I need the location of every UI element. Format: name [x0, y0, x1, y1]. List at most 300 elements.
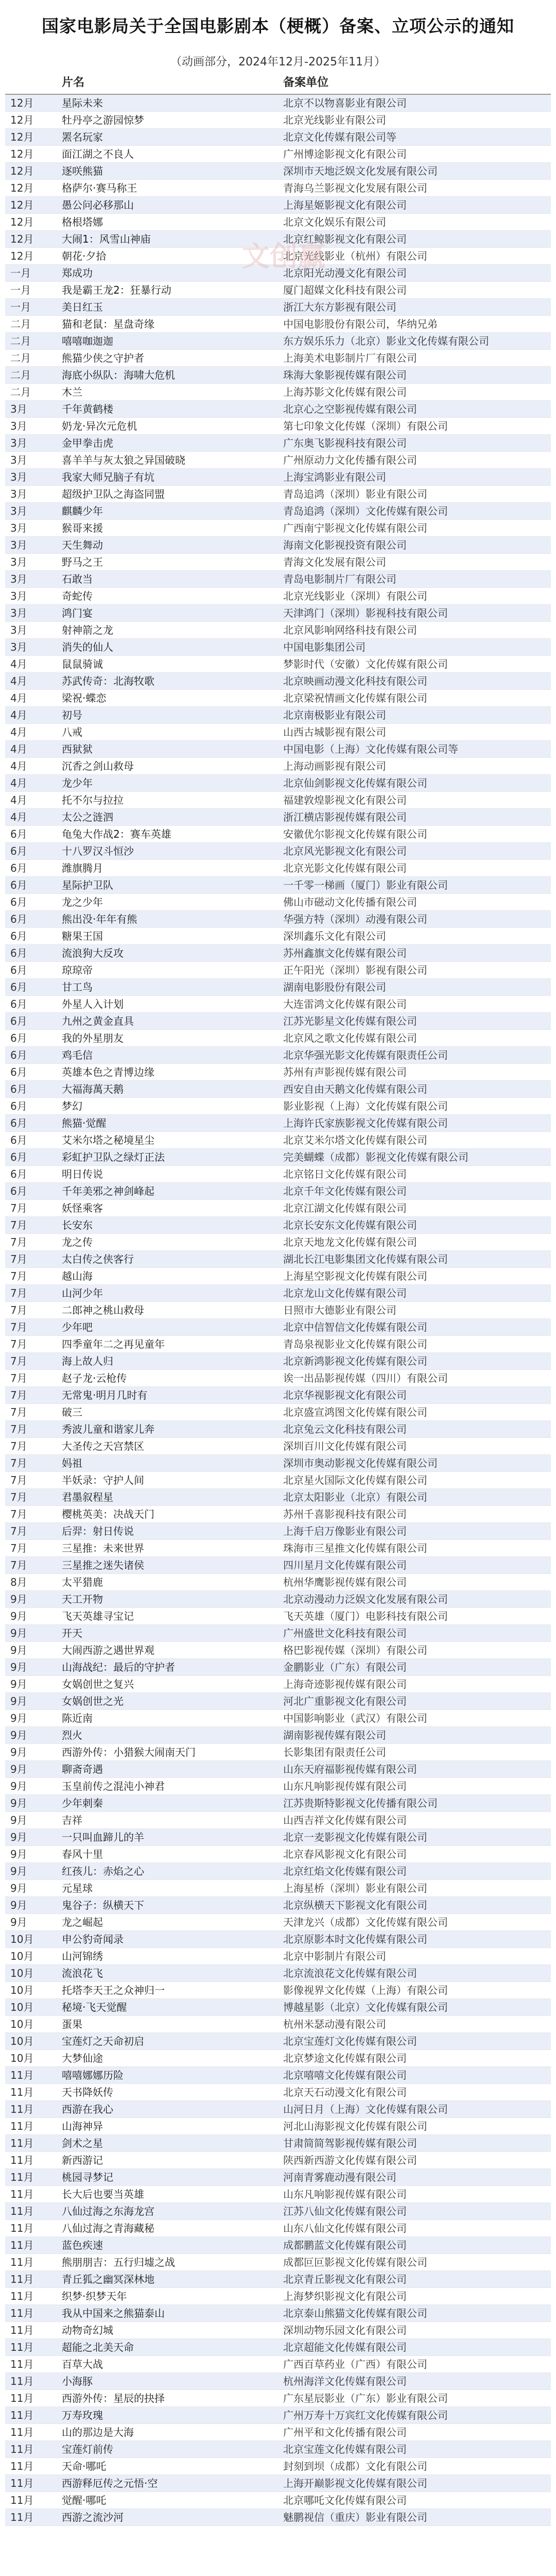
row-month: 6月	[5, 1030, 57, 1047]
table-row	[5, 2016, 551, 2033]
row-title: 少年刺秦	[57, 1795, 278, 1812]
row-month: 6月	[5, 1064, 57, 1081]
row-month: 3月	[5, 622, 57, 639]
table-row	[5, 2356, 551, 2373]
table-row	[5, 809, 551, 826]
row-unit: 北京太阳影业（北京）有限公司	[278, 1489, 551, 1506]
table-row	[5, 197, 551, 214]
row-unit: 浙江大东方影视有限公司	[278, 299, 551, 316]
row-title: 二郎神之桃山救母	[57, 1302, 278, 1319]
row-month: 3月	[5, 554, 57, 571]
table-row	[5, 877, 551, 894]
row-title: 金甲拳击虎	[57, 435, 278, 452]
row-unit: 安徽优尔影视文化传媒有限公司	[278, 826, 551, 843]
row-month: 4月	[5, 690, 57, 707]
row-title: 宝莲灯之天命初启	[57, 2033, 278, 2050]
row-title: 蓝色疾速	[57, 2237, 278, 2254]
row-month: 7月	[5, 1523, 57, 1540]
table-row	[5, 1285, 551, 1302]
table-row	[5, 690, 551, 707]
table-row	[5, 333, 551, 350]
table-row	[5, 163, 551, 180]
row-unit: 北京梁祝情画文化传媒有限公司	[278, 690, 551, 707]
row-title: 一只叫血蹄儿的羊	[57, 1829, 278, 1846]
row-month: 11月	[5, 2441, 57, 2458]
row-month: 11月	[5, 2135, 57, 2152]
row-unit: 山西吉祥文化传媒有限公司	[278, 1812, 551, 1829]
row-title: 朝花·夕拾	[57, 248, 278, 265]
row-title: 熊猫少侠之守护者	[57, 350, 278, 367]
row-title: 大闹1：风雪山神庙	[57, 231, 278, 248]
row-month: 4月	[5, 775, 57, 792]
row-month: 6月	[5, 945, 57, 962]
row-unit: 北京风影响网络科技有限公司	[278, 622, 551, 639]
row-title: 秘境·飞天觉醒	[57, 1999, 278, 2016]
row-unit: 上海动画影视有限公司	[278, 758, 551, 775]
row-unit: 上海星空影视文化传媒有限公司	[278, 1268, 551, 1285]
table-row	[5, 1608, 551, 1625]
table-row	[5, 1659, 551, 1676]
row-month: 9月	[5, 1812, 57, 1829]
row-unit: 北京文化传媒有限公司等	[278, 129, 551, 146]
row-month: 3月	[5, 588, 57, 605]
row-month: 7月	[5, 1234, 57, 1251]
row-title: 山海神异	[57, 2118, 278, 2135]
row-unit: 影像视界文化传媒（上海）有限公司	[278, 1982, 551, 1999]
table-row	[5, 1642, 551, 1659]
row-title: 西游在我心	[57, 2101, 278, 2118]
row-month: 12月	[5, 163, 57, 180]
row-month: 12月	[5, 129, 57, 146]
row-unit: 北京哪吒文化传媒有限公司	[278, 2492, 551, 2509]
row-title: 我是霸王龙2：狂暴行动	[57, 282, 278, 299]
row-unit: 北京宝莲文化传媒有限公司	[278, 2441, 551, 2458]
row-title: 吉祥	[57, 1812, 278, 1829]
table-row	[5, 1523, 551, 1540]
row-title: 大闹西游之遇世界观	[57, 1642, 278, 1659]
table-row	[5, 1319, 551, 1336]
table-row	[5, 2254, 551, 2271]
row-month: 6月	[5, 1183, 57, 1200]
row-title: 樱桃英美：决战天门	[57, 1506, 278, 1523]
row-unit: 北京嘻嘻文化传媒有限公司	[278, 2067, 551, 2084]
row-month: 7月	[5, 1285, 57, 1302]
table-row	[5, 758, 551, 775]
row-title: 申公豹奇闻录	[57, 1931, 278, 1948]
row-unit: 北京天地龙文化传媒有限公司	[278, 1234, 551, 1251]
row-title: 太白传之侠客行	[57, 1251, 278, 1268]
row-month: 9月	[5, 1727, 57, 1744]
row-unit: 苏州鑫旗文化传媒有限公司	[278, 945, 551, 962]
table-row	[5, 1183, 551, 1200]
row-title: 木兰	[57, 384, 278, 401]
row-month: 7月	[5, 1370, 57, 1387]
row-month: 9月	[5, 1744, 57, 1761]
watermark: 文创赢	[242, 240, 325, 273]
row-title: 托不尔与拉拉	[57, 792, 278, 809]
row-month: 3月	[5, 401, 57, 418]
row-unit: 北京映画动漫文化科技有限公司	[278, 673, 551, 690]
column-header-month	[5, 72, 57, 94]
table-row	[5, 1965, 551, 1982]
row-unit: 浙江横店影视传媒有限公司	[278, 809, 551, 826]
row-month: 9月	[5, 1914, 57, 1931]
row-unit: 天津龙兴（成都）文化传媒有限公司	[278, 1914, 551, 1931]
row-title: 无常鬼·明月几时有	[57, 1387, 278, 1404]
row-unit: 四川星月文化传媒有限公司	[278, 1557, 551, 1574]
row-month: 6月	[5, 1098, 57, 1115]
row-month: 6月	[5, 996, 57, 1013]
row-title: 西游之流沙河	[57, 2509, 278, 2526]
row-month: 4月	[5, 741, 57, 758]
table-row	[5, 1795, 551, 1812]
row-unit: 珠海大象影视传媒有限公司	[278, 367, 551, 384]
row-title: 鸡毛信	[57, 1047, 278, 1064]
table-row	[5, 2407, 551, 2424]
row-month: 6月	[5, 1013, 57, 1030]
row-unit: 珠海市三星推文化传媒有限公司	[278, 1540, 551, 1557]
table-row	[5, 1421, 551, 1438]
row-month: 7月	[5, 1217, 57, 1234]
row-month: 3月	[5, 486, 57, 503]
row-unit: 河北广重影视文化有限公司	[278, 1693, 551, 1710]
row-unit: 北京春风影视文化有限公司	[278, 1846, 551, 1863]
table-row	[5, 2152, 551, 2169]
table-row	[5, 1370, 551, 1387]
row-title: 长安东	[57, 1217, 278, 1234]
row-title: 八戒	[57, 724, 278, 741]
table-row	[5, 2135, 551, 2152]
table-row	[5, 146, 551, 163]
table-row	[5, 2271, 551, 2288]
row-title: 新西游记	[57, 2152, 278, 2169]
row-unit: 深圳市天地泛娱文化发展有限公司	[278, 163, 551, 180]
row-month: 4月	[5, 792, 57, 809]
row-month: 3月	[5, 520, 57, 537]
row-title: 托塔李天王之众神归一	[57, 1982, 278, 1999]
table-row	[5, 2220, 551, 2237]
row-unit: 青岛泉视影业文化传媒有限公司	[278, 1336, 551, 1353]
row-title: 我的外星朋友	[57, 1030, 278, 1047]
row-title: 开天	[57, 1625, 278, 1642]
row-unit: 诶一出品影视传媒（四川）有限公司	[278, 1370, 551, 1387]
row-title: 山河锦绣	[57, 1948, 278, 1965]
row-month: 12月	[5, 112, 57, 129]
table-row	[5, 1081, 551, 1098]
page-title: 国家电影局关于全国电影剧本（梗概）备案、立项公示的通知	[42, 15, 514, 36]
table-row	[5, 554, 551, 571]
table-row	[5, 94, 551, 112]
row-unit: 北京风光影视文化有限公司	[278, 843, 551, 860]
table-row	[5, 112, 551, 129]
table-row	[5, 2373, 551, 2390]
row-unit: 封刻到坝（成都）文化有限公司	[278, 2458, 551, 2475]
row-month: 4月	[5, 656, 57, 673]
row-month: 11月	[5, 2237, 57, 2254]
table-row	[5, 231, 551, 248]
row-title: 聊斋奇遇	[57, 1761, 278, 1778]
row-title: 逐咲熊猫	[57, 163, 278, 180]
row-unit: 魅鹏视信（重庆）影业有限公司	[278, 2509, 551, 2526]
row-unit: 北京星火国际文化传媒有限公司	[278, 1472, 551, 1489]
table-row	[5, 1931, 551, 1948]
table-row	[5, 1234, 551, 1251]
row-unit: 山东八仙文化传媒有限公司	[278, 2220, 551, 2237]
row-unit: 北京流浪花文化传媒有限公司	[278, 1965, 551, 1982]
row-unit: 上海美术电影制片厂有限公司	[278, 350, 551, 367]
row-month: 6月	[5, 911, 57, 928]
row-title: 喜羊羊与灰太狼之异国破晓	[57, 452, 278, 469]
table-row	[5, 1336, 551, 1353]
row-title: 八仙过海之东海龙宫	[57, 2203, 278, 2220]
row-unit: 飞天英雄（厦门）电影科技有限公司	[278, 1608, 551, 1625]
row-month: 一月	[5, 282, 57, 299]
row-unit: 江苏贵斯特影视文化传播有限公司	[278, 1795, 551, 1812]
table-row	[5, 1863, 551, 1880]
row-title: 千年黄鹤楼	[57, 401, 278, 418]
table-row	[5, 826, 551, 843]
row-month: 7月	[5, 1319, 57, 1336]
row-month: 11月	[5, 2356, 57, 2373]
table-row	[5, 350, 551, 367]
table-row	[5, 1251, 551, 1268]
row-month: 10月	[5, 1965, 57, 1982]
table-row	[5, 537, 551, 554]
row-month: 6月	[5, 1115, 57, 1132]
row-month: 12月	[5, 197, 57, 214]
row-month: 9月	[5, 1625, 57, 1642]
row-unit: 广州万寿十万宾红文化传媒有限公司	[278, 2407, 551, 2424]
row-month: 11月	[5, 2492, 57, 2509]
row-title: 君墨叙程星	[57, 1489, 278, 1506]
table-row	[5, 282, 551, 299]
row-unit: 金鹏影业（广东）有限公司	[278, 1659, 551, 1676]
row-title: 罴名玩家	[57, 129, 278, 146]
table-row	[5, 1166, 551, 1183]
table-row	[5, 2101, 551, 2118]
row-title: 千年美邪之神剑峰起	[57, 1183, 278, 1200]
row-unit: 北京华强光影文化传媒有限责任公司	[278, 1047, 551, 1064]
table-row	[5, 1778, 551, 1795]
row-unit: 正午阳光（深圳）影视有限公司	[278, 962, 551, 979]
table-row	[5, 724, 551, 741]
table-row	[5, 180, 551, 197]
row-month: 11月	[5, 2067, 57, 2084]
table-row	[5, 1812, 551, 1829]
row-month: 4月	[5, 724, 57, 741]
row-unit: 长影集团有限责任公司	[278, 1744, 551, 1761]
row-month: 6月	[5, 894, 57, 911]
column-header-unit: 备案单位	[278, 72, 551, 94]
table-row	[5, 1387, 551, 1404]
row-month: 6月	[5, 860, 57, 877]
filing-table	[5, 72, 551, 2526]
table-row	[5, 1149, 551, 1166]
row-title: 猴哥来援	[57, 520, 278, 537]
row-title: 彩虹护卫队之绿灯正法	[57, 1149, 278, 1166]
row-month: 11月	[5, 2152, 57, 2169]
row-unit: 广西百草药业（广西）有限公司	[278, 2356, 551, 2373]
table-row	[5, 996, 551, 1013]
table-row	[5, 367, 551, 384]
row-month: 9月	[5, 1591, 57, 1608]
row-title: 八仙过海之青海藏秘	[57, 2220, 278, 2237]
row-month: 12月	[5, 180, 57, 197]
row-month: 3月	[5, 503, 57, 520]
row-month: 9月	[5, 1659, 57, 1676]
row-unit: 杭州华鹰影视传媒有限公司	[278, 1574, 551, 1591]
row-unit: 北京一麦影视文化传媒有限公司	[278, 1829, 551, 1846]
row-title: 郑成功	[57, 265, 278, 282]
row-unit: 江苏八仙文化传媒有限公司	[278, 2203, 551, 2220]
row-title: 格萨尔·赛马称王	[57, 180, 278, 197]
row-title: 越山海	[57, 1268, 278, 1285]
row-title: 织梦·织梦天年	[57, 2288, 278, 2305]
row-title: 射神箭之龙	[57, 622, 278, 639]
table-row	[5, 1761, 551, 1778]
table-row	[5, 469, 551, 486]
table-row	[5, 843, 551, 860]
row-unit: 北京盛宣鸿图文化传媒有限公司	[278, 1404, 551, 1421]
row-unit: 上海千启万像影业有限公司	[278, 1523, 551, 1540]
row-title: 苏武传奇：北海牧歌	[57, 673, 278, 690]
row-month: 一月	[5, 265, 57, 282]
row-unit: 北京光线影业有限公司	[278, 112, 551, 129]
row-title: 动物奇幻城	[57, 2322, 278, 2339]
row-unit: 广州原动力文化传播有限公司	[278, 452, 551, 469]
row-month: 10月	[5, 1982, 57, 1999]
row-title: 英雄本色之青博边缘	[57, 1064, 278, 1081]
table-row	[5, 2288, 551, 2305]
table-row	[5, 1880, 551, 1897]
row-title: 天命·哪吒	[57, 2458, 278, 2475]
row-title: 春风十里	[57, 1846, 278, 1863]
table-row	[5, 2237, 551, 2254]
table-row	[5, 2509, 551, 2526]
row-unit: 山东天府福影视传媒有限公司	[278, 1761, 551, 1778]
row-unit: 北京中影制片有限公司	[278, 1948, 551, 1965]
row-month: 9月	[5, 1846, 57, 1863]
table-row	[5, 1557, 551, 1574]
row-title: 龙之少年	[57, 894, 278, 911]
table-row	[5, 299, 551, 316]
row-month: 9月	[5, 1829, 57, 1846]
row-title: 西游外传：星辰的抉择	[57, 2390, 278, 2407]
row-unit: 北京纵横天下影视文化有限公司	[278, 1897, 551, 1914]
row-month: 9月	[5, 1693, 57, 1710]
table-row	[5, 571, 551, 588]
table-row	[5, 605, 551, 622]
row-unit: 上海许氏家族影视文化传媒有限公司	[278, 1115, 551, 1132]
row-title: 百草大战	[57, 2356, 278, 2373]
row-unit: 第七印象文化传媒（深圳）有限公司	[278, 418, 551, 435]
row-unit: 上海宝鸿影业有限公司	[278, 469, 551, 486]
row-title: 艾米尔塔之秘境星尘	[57, 1132, 278, 1149]
row-unit: 北京风之歌文化传媒有限公司	[278, 1030, 551, 1047]
row-title: 天书降妖传	[57, 2084, 278, 2101]
table-row	[5, 945, 551, 962]
row-unit: 湖南影视传媒有限公司	[278, 1727, 551, 1744]
row-title: 明日传说	[57, 1166, 278, 1183]
row-month: 6月	[5, 962, 57, 979]
row-unit: 杭州海洋文化传媒有限公司	[278, 2373, 551, 2390]
table-row	[5, 1047, 551, 1064]
row-title: 大圣传之天宫禁区	[57, 1438, 278, 1455]
table-row	[5, 2050, 551, 2067]
row-unit: 北京天石动漫文化有限公司	[278, 2084, 551, 2101]
row-month: 10月	[5, 1999, 57, 2016]
row-title: 十八罗汉斗恒沙	[57, 843, 278, 860]
row-title: 烈火	[57, 1727, 278, 1744]
table-row	[5, 1693, 551, 1710]
table-row	[5, 741, 551, 758]
row-month: 二月	[5, 384, 57, 401]
table-row	[5, 1489, 551, 1506]
table-row	[5, 1574, 551, 1591]
row-month: 10月	[5, 2033, 57, 2050]
row-month: 7月	[5, 1489, 57, 1506]
row-month: 9月	[5, 1880, 57, 1897]
row-month: 11月	[5, 2373, 57, 2390]
table-row	[5, 2458, 551, 2475]
row-title: 海上故人归	[57, 1353, 278, 1370]
row-title: 鸿门宴	[57, 605, 278, 622]
row-month: 6月	[5, 1149, 57, 1166]
table-row	[5, 503, 551, 520]
table-row	[5, 435, 551, 452]
row-title: 桃园寻梦记	[57, 2169, 278, 2186]
row-unit: 北京心之空影视传媒有限公司	[278, 401, 551, 418]
row-unit: 北京新鸿影视文化传媒有限公司	[278, 1353, 551, 1370]
row-month: 11月	[5, 2203, 57, 2220]
row-unit: 上海奇迹影视传媒有限公司	[278, 1676, 551, 1693]
row-unit: 上海开巅影视文化传媒有限公司	[278, 2475, 551, 2492]
row-unit: 北京兔云文化科技有限公司	[278, 1421, 551, 1438]
table-row	[5, 1540, 551, 1557]
table-row	[5, 2339, 551, 2356]
row-unit: 陕西新西游文化传媒有限公司	[278, 2152, 551, 2169]
row-title: 我家大师兄脑子有坑	[57, 469, 278, 486]
row-unit: 北京红鲸影视文化有限公司	[278, 231, 551, 248]
row-title: 西游释厄传之元悟·空	[57, 2475, 278, 2492]
row-title: 蛋果	[57, 2016, 278, 2033]
row-unit: 深圳市奥动影视文化传媒有限公司	[278, 1455, 551, 1472]
row-title: 元星球	[57, 1880, 278, 1897]
row-month: 11月	[5, 2458, 57, 2475]
row-unit: 影业影视（上海）文化传媒有限公司	[278, 1098, 551, 1115]
row-month: 11月	[5, 2407, 57, 2424]
table-header	[5, 72, 551, 94]
table-row	[5, 1472, 551, 1489]
table-row	[5, 1982, 551, 1999]
row-month: 11月	[5, 2169, 57, 2186]
table-row	[5, 452, 551, 469]
row-title: 破三	[57, 1404, 278, 1421]
row-unit: 广东星辰影业（广东）影业有限公司	[278, 2390, 551, 2407]
row-title: 梁祝·蝶恋	[57, 690, 278, 707]
row-title: 流浪花飞	[57, 1965, 278, 1982]
column-header-title: 片名	[57, 72, 278, 94]
row-month: 11月	[5, 2339, 57, 2356]
row-month: 7月	[5, 1455, 57, 1472]
table-row	[5, 2169, 551, 2186]
row-title: 石敢当	[57, 571, 278, 588]
row-title: 外星人入计划	[57, 996, 278, 1013]
row-month: 9月	[5, 1863, 57, 1880]
row-title: 山海战纪：最后的守护者	[57, 1659, 278, 1676]
row-month: 9月	[5, 1642, 57, 1659]
row-unit: 东方娱乐乐力（北京）影业文化传媒有限公司	[278, 333, 551, 350]
